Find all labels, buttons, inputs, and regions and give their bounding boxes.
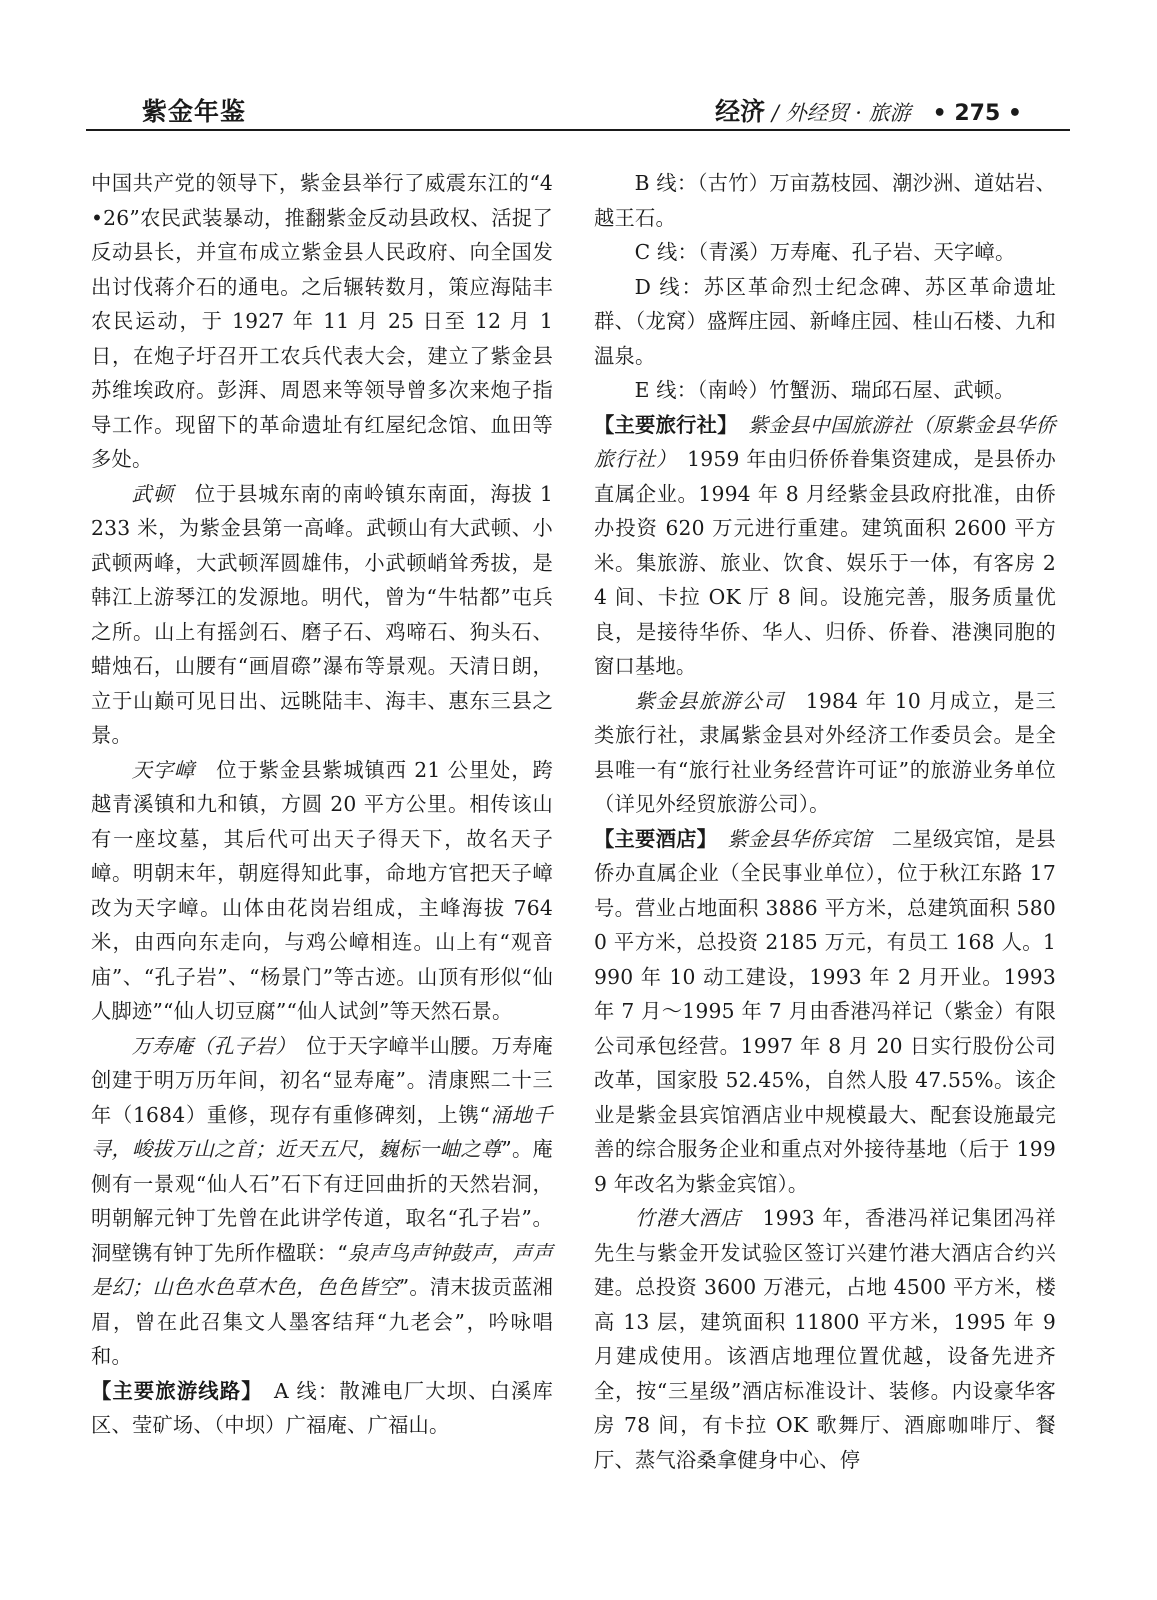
right-column <box>594 166 1056 1477</box>
section-label: 【主要旅行社】 <box>594 412 728 437</box>
paragraph <box>594 822 1056 1202</box>
paragraph-text: 1993 年，香港冯祥记集团冯祥先生与紫金开发试验区签订兴建竹港大酒店合约兴建。总投资 3600 万港元，占地 4500 平方米，楼高 13 层，建筑面积 11800 平方米，1995 年 9 月建成使用。该酒店地理位置优越，设备先进齐全，按“三星级”酒店标准设计、装修。内设豪华客房 78 间，有卡拉 OK 歌舞厅、酒廊咖啡厅、餐厅、蒸气浴桑拿健身中心、停 <box>594 1206 1056 1472</box>
subsection-name: / 外经贸 · 旅游 <box>765 101 911 125</box>
paragraph <box>91 477 553 753</box>
paragraph <box>594 684 1056 822</box>
entry-term: 紫金县华侨宾馆 <box>707 826 872 851</box>
paragraph-text: C 线：（青溪）万寿庵、孔子岩、天字嶂。 <box>634 240 1016 264</box>
paragraph <box>91 753 553 1029</box>
section-label: 【主要酒店】 <box>594 826 708 851</box>
couplet-quote: 泉声鸟声钟鼓声，声声是幻；山色水色草木色，色色皆空 <box>91 1240 553 1299</box>
section-heading <box>715 92 1022 128</box>
entry-term: 竹港大酒店 <box>634 1206 742 1230</box>
paragraph-text: D 线：苏区革命烈士纪念碑、苏区革命遗址群、（龙窝）盛辉庄园、新峰庄园、桂山石楼、九和温泉。 <box>594 274 1056 368</box>
entry-term: 武顿 <box>131 481 174 506</box>
paragraph-text: ”。庵侧有一景观“仙人石”石下有迂回曲折的天然岩洞，明朝解元钟丁先曾在此讲学传道，取名“孔子岩”。洞壁镌有钟丁先所作楹联：“ <box>91 1137 553 1265</box>
section-name: 经济 <box>715 97 766 126</box>
paragraph <box>594 270 1056 374</box>
paragraph-text: 位于县城东南的南岭镇东南面，海拔 1233 米，为紫金县第一高峰。武顿山有大武顿、小武顿两峰，大武顿浑圆雄伟，小武顿峭耸秀拔，是韩江上游琴江的发源地。明代，曾为“牛牯都”屯兵之所。山上有摇剑石、磨子石、鸡啼石、狗头石、蜡烛石，山腰有“画眉磜”瀑布等景观。天清日朗，立于山巅可见日出、远眺陆丰、海丰、惠东三县之景。 <box>91 481 553 747</box>
paragraph-text: 1984 年 10 月成立，是三类旅行社，隶属紫金县对外经济工作委员会。是全县唯一有“旅行社业务经营许可证”的旅游业务单位（详见外经贸旅游公司）。 <box>594 688 1056 816</box>
paragraph-text: ”。清末拔贡蓝湘眉，曾在此召集文人墨客结拜“九老会”，吟咏唱和。 <box>91 1275 553 1368</box>
page-number: • 275 • <box>932 101 1022 126</box>
inscription-quote: 涌地千寻，峻拔万山之首；近天五尺，巍标一岫之尊 <box>91 1102 554 1161</box>
paragraph <box>91 1374 553 1443</box>
paragraph-text: E 线：（南岭）竹蟹沥、瑞邱石屋、武顿。 <box>634 378 1015 402</box>
paragraph-text: B 线：（古竹）万亩荔枝园、潮沙洲、道姑岩、越王石。 <box>594 171 1056 230</box>
paragraph <box>594 408 1056 684</box>
paragraph <box>594 1201 1056 1477</box>
left-column <box>91 166 553 1443</box>
paragraph <box>594 235 1056 270</box>
paragraph-text: 二星级宾馆，是县侨办直属企业（全民事业单位），位于秋江东路 17 号。营业占地面积 3886 平方米，总建筑面积 5800 平方米，总投资 2185 万元，有员工 168 人。1990 年 10 动工建设，1993 年 2 月开业。1993 年 7 月～1995 年 7 月由香港冯祥记（紫金）有限公司承包经营。1997 年 8 月 20 日实行股份公司改革，国家股 52.45%，自然人股 47.55%。该企业是紫金县宾馆酒店业中规模最大、配套设施最完善的综合服务企业和重点对外接待基地（后于 1999 年改名为紫金宾馆）。 <box>594 826 1056 1196</box>
paragraph <box>91 1029 553 1374</box>
paragraph-text: 1959 年由归侨侨眷集资建成，是县侨办直属企业。1994 年 8 月经紫金县政府批准，由侨办投资 620 万元进行重建。建筑面积 2600 平方米。集旅游、旅业、饮食、娱乐于一体，有客房 24 间、卡拉 OK 厅 8 间。设施完善，服务质量优良，是接待华侨、华人、归侨、侨眷、港澳同胞的窗口基地。 <box>594 447 1057 678</box>
entry-term: 紫金县中国旅游社（原紫金县华侨旅行社） <box>594 412 1056 471</box>
paragraph-text: 位于天字嶂半山腰。万寿庵创建于明万历年间，初名“显寿庵”。清康熙二十三年（1684）重修，现存有重修碑刻，上镌“ <box>91 1033 553 1127</box>
book-title: 紫金年鉴 <box>142 97 247 126</box>
paragraph-text: 中国共产党的领导下，紫金县举行了威震东江的“4•26”农民武装暴动，推翻紫金反动县政权、活捉了反动县长，并宣布成立紫金县人民政府、向全国发出讨伐蒋介石的通电。之后辗转数月，策应海陆丰农民运动，于 1927 年 11 月 25 日至 12 月 1 日，在炮子圩召开工农兵代表大会，建立了紫金县苏维埃政府。彭湃、周恩来等领导曾多次来炮子指导工作。现留下的革命遗址有红屋纪念馆、血田等多处。 <box>91 171 553 471</box>
paragraph <box>594 373 1056 408</box>
paragraph <box>594 166 1056 235</box>
paragraph <box>91 166 553 477</box>
entry-term: 紫金县旅游公司 <box>634 688 785 713</box>
entry-term: 天字嶂 <box>131 757 196 782</box>
entry-term: 万寿庵（孔子岩） <box>131 1033 286 1058</box>
paragraph-text: A 线：散滩电厂大坝、白溪库区、莹矿场、（中坝）广福庵、广福山。 <box>91 1378 553 1437</box>
header-rule <box>86 129 1070 131</box>
running-header <box>86 88 1070 128</box>
paragraph-text: 位于紫金县紫城镇西 21 公里处，跨越青溪镇和九和镇，方圆 20 平方公里。相传该山有一座坟墓，其后代可出天子得天下，故名天子嶂。明朝末年，朝庭得知此事，命地方官把天子嶂改为天字嶂。山体由花岗岩组成，主峰海拔 764 米，由西向东走向，与鸡公嶂相连。山上有“观音庙”、“孔子岩”、“杨景门”等古迹。山顶有形似“仙人脚迹”“仙人切豆腐”“仙人试剑”等天然石景。 <box>91 757 553 1023</box>
section-label: 【主要旅游线路】 <box>91 1378 253 1403</box>
